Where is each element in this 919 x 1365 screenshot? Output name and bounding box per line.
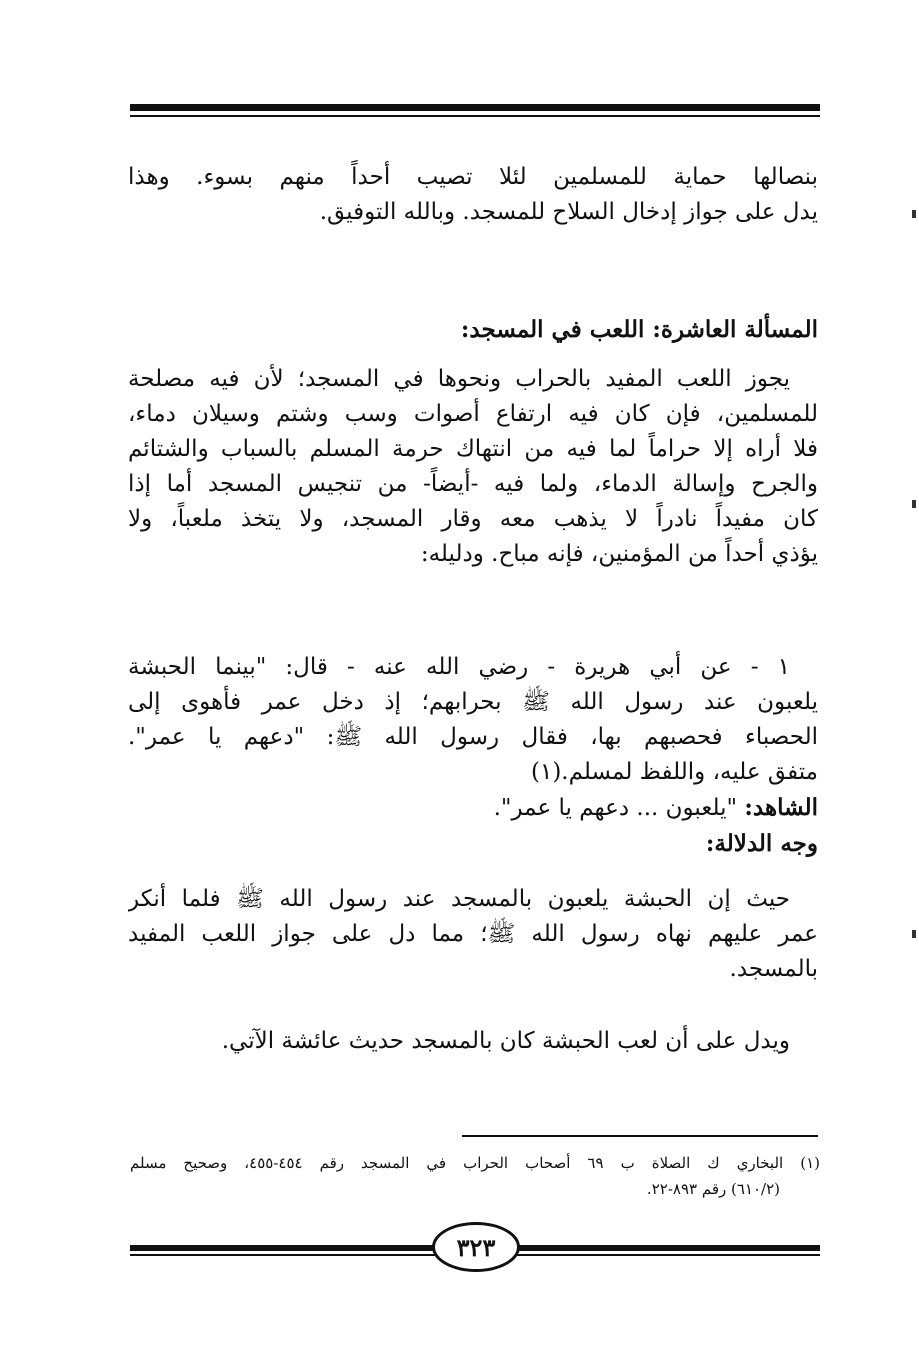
- footnote-line: (١) البخاري ك الصلاة ب ٦٩ أصحاب الحراب في المسجد رقم ٤٥٤-٤٥٥، وصحيح مسلم: [130, 1154, 820, 1172]
- text-line: للمسلمين، فإن كان فيه ارتفاع أصوات وسب وشتم وسيلان دماء،: [128, 401, 818, 427]
- text-line: ويدل على أن لعب الحبشة كان بالمسجد حديث عائشة الآتي.: [221, 1028, 790, 1054]
- text-line: بالمسجد.: [729, 956, 818, 982]
- text-line: الحصباء فحصبهم بها، فقال رسول الله ﷺ: "دعهم يا عمر".: [128, 724, 818, 750]
- scan-mark: [912, 500, 916, 508]
- footnotes: [130, 1150, 820, 1202]
- bottom-rule-left-thick: [130, 1245, 440, 1251]
- text-line: يؤذي أحداً من المؤمنين، فإنه مباح. ودليله:: [420, 541, 818, 567]
- evidence-heading: وجه الدلالة:: [705, 830, 818, 857]
- hadith-block: [128, 650, 818, 790]
- text-line: فلا أراه إلا حراماً لما فيه من انتهاك حرمة المسلم بالسباب والشتائم: [128, 436, 818, 462]
- paragraph-continuation: [128, 160, 818, 230]
- text-line: بنصالها حماية للمسلمين لئلا تصيب أحداً منهم بسوء. وهذا: [128, 164, 818, 190]
- footnote-line: (٦١٠/٢) رقم ٨٩٣-٢٢.: [646, 1180, 780, 1198]
- text-line: حيث إن الحبشة يلعبون بالمسجد عند رسول الله ﷺ فلما أنكر: [128, 886, 790, 912]
- evidence-heading-block: [128, 826, 818, 861]
- bottom-rule-left-thin: [130, 1254, 440, 1256]
- paragraph-closing: [128, 1024, 818, 1059]
- witness-line: [128, 790, 818, 825]
- scan-mark: [912, 210, 916, 218]
- witness-text: "يلعبون ... دعهم يا عمر".: [493, 795, 738, 821]
- text-line: يدل على جواز إدخال السلاح للمسجد. وبالله التوفيق.: [319, 199, 818, 225]
- bottom-rule-right-thin: [510, 1254, 820, 1256]
- paragraph-ruling: [128, 362, 818, 572]
- text-line: يجوز اللعب المفيد بالحراب ونحوها في المسجد؛ لأن فيه مصلحة: [128, 366, 790, 392]
- page-number: ٣٢٣: [432, 1222, 520, 1272]
- paragraph-evidence: [128, 882, 818, 987]
- section-heading: المسألة العاشرة: اللعب في المسجد:: [460, 316, 818, 343]
- footnote-divider: [462, 1135, 818, 1137]
- text-line: متفق عليه، واللفظ لمسلم.(١): [530, 759, 818, 785]
- bottom-rule-right-thick: [510, 1245, 820, 1251]
- text-line: والجرح وإسالة الدماء، ولما فيه -أيضاً- من تنجيس المسجد أما إذا: [128, 471, 818, 497]
- text-line: يلعبون عند رسول الله ﷺ بحرابهم؛ إذ دخل عمر فأهوى إلى: [128, 689, 818, 715]
- text-line: عمر عليهم نهاه رسول الله ﷺ؛ مما دل على جواز اللعب المفيد: [128, 921, 818, 947]
- witness-label: الشاهد:: [744, 794, 818, 821]
- scan-mark: [912, 930, 916, 938]
- witness-block: [128, 790, 818, 825]
- text-line: كان مفيداً نادراً لا يذهب معه وقار المسجد، ولا يتخذ ملعباً، ولا: [128, 506, 818, 532]
- top-rule-thick: [130, 104, 820, 111]
- text-line: ١ - عن أبي هريرة - رضي الله عنه - قال: "بينما الحبشة: [128, 654, 790, 680]
- top-rule-thin: [130, 115, 820, 117]
- section-heading-block: [128, 312, 818, 347]
